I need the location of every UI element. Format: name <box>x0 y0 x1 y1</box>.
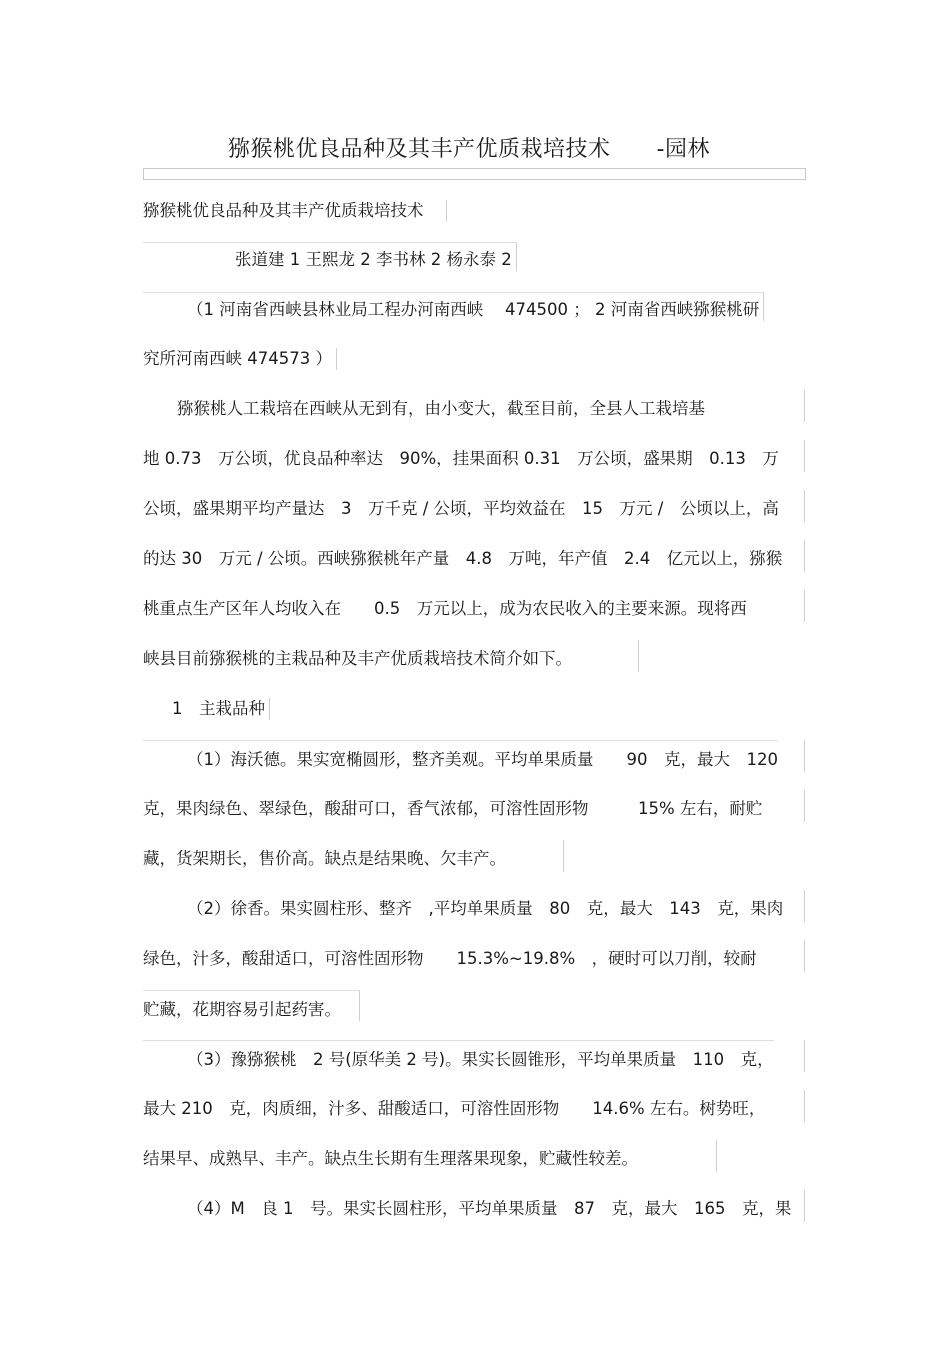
line-marker <box>804 490 805 522</box>
variety-4-line: （4）M 良 1 号。果实长圆柱形，平均单果质量 87 克，最大 165 克，果 <box>187 1199 792 1218</box>
line-marker <box>804 940 805 972</box>
line-marker <box>804 540 805 572</box>
variety-1-line: （1）海沃德。果实宽椭圆形，整齐美观。平均单果质量 90 克，最大 120 <box>143 740 778 771</box>
line-marker <box>563 840 564 872</box>
variety-1-line: 克，果肉绿色、翠绿色，酸甜可口，香气浓郁，可溶性固形物 15% 左右，耐贮 <box>143 799 763 818</box>
line-marker <box>804 890 805 922</box>
intro-line: 地 0.73 万公顷，优良品种率达 90%，挂果面积 0.31 万公顷，盛果期 0.13 万 <box>143 449 779 468</box>
affiliation-line-2: 究所河南西峡 474573 ） <box>143 348 337 370</box>
line-marker <box>804 1090 805 1122</box>
variety-2-line: 贮藏，花期容易引起药害。 <box>143 990 360 1021</box>
intro-line: 峡县目前猕猴桃的主栽品种及丰产优质栽培技术简介如下。 <box>143 649 572 668</box>
page-title <box>228 132 710 163</box>
line-marker <box>804 1040 805 1072</box>
variety-3-line: 最大 210 克，肉质细，汁多、甜酸适口，可溶性固形物 14.6% 左右。树势旺， <box>143 1099 766 1118</box>
intro-line: 猕猴桃人工栽培在西峡从无到有，由小变大，截至目前，全县人工栽培基 <box>177 399 705 418</box>
intro-line: 公顷，盛果期平均产量达 3 万千克 / 公顷，平均效益在 15 万元 / 公顷以上，高 <box>143 499 779 518</box>
title-divider <box>143 168 806 180</box>
line-marker <box>804 390 805 422</box>
variety-3-line: 结果早、成熟早、丰产。缺点生长期有生理落果现象，贮藏性较差。 <box>143 1149 638 1168</box>
intro-line: 桃重点生产区年人均收入在 0.5 万元以上，成为农民收入的主要来源。现将西 <box>143 599 747 618</box>
subtitle: 猕猴桃优良品种及其丰产优质栽培技术 <box>143 200 447 222</box>
line-marker <box>804 740 805 772</box>
title-suffix: -园林 <box>656 137 710 162</box>
authors-line: 张道建 1 王熙龙 2 李书林 2 杨永泰 2 <box>143 242 517 271</box>
variety-3-line: （3）豫猕猴桃 2 号(原华美 2 号)。果实长圆锥形，平均单果质量 110 克， <box>143 1040 774 1071</box>
line-marker <box>804 1190 805 1222</box>
line-marker <box>804 790 805 822</box>
section-heading: 1 主栽品种 <box>172 698 270 720</box>
variety-1-line: 藏，货架期长，售价高。缺点是结果晚、欠丰产。 <box>143 849 506 868</box>
intro-line: 的达 30 万元 / 公顷。西峡猕猴桃年产量 4.8 万吨，年产值 2.4 亿元以上，猕猴 <box>143 549 783 568</box>
line-marker <box>716 1140 717 1172</box>
line-marker <box>804 590 805 622</box>
affiliation-line-1: （1 河南省西峡县林业局工程办河南西峡 474500 ； 2 河南省西峡猕猴桃研 <box>143 292 764 321</box>
title-text: 猕猴桃优良品种及其丰产优质栽培技术 <box>228 137 611 162</box>
variety-2-line: （2）徐香。果实圆柱形、整齐 ,平均单果质量 80 克，最大 143 克，果肉 <box>187 899 784 918</box>
line-marker <box>638 640 639 672</box>
variety-2-line: 绿色，汁多，酸甜适口，可溶性固形物 15.3%~19.8% ，硬时可以刀削，较耐 <box>143 949 757 968</box>
line-marker <box>804 440 805 472</box>
